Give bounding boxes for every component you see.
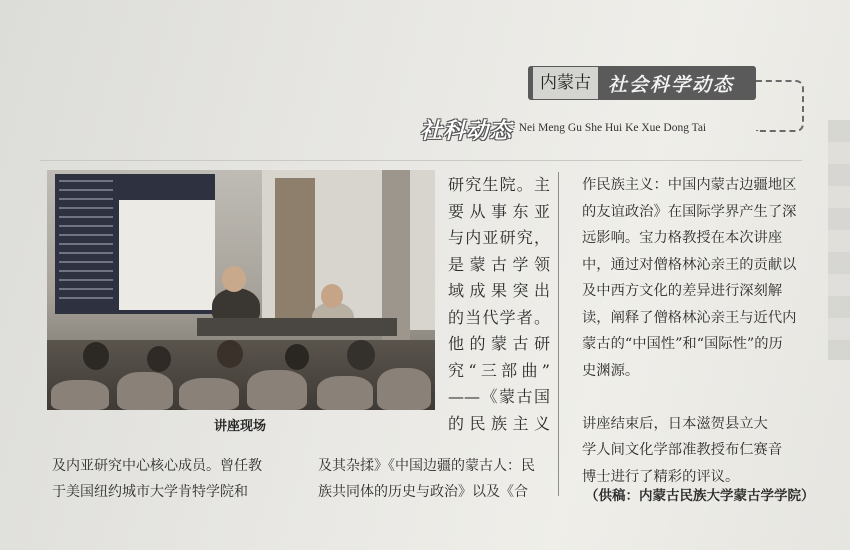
text-line: 讲座结束后，日本滋贺县立大 bbox=[582, 415, 768, 432]
lecture-photo bbox=[47, 170, 435, 410]
text-line: 研究生院。主 bbox=[448, 175, 550, 194]
banner-bracket-decoration bbox=[756, 80, 804, 132]
text-line: 的友谊政治》在国际学界产生了深 bbox=[582, 203, 797, 220]
text-line: 史渊源。 bbox=[582, 362, 640, 379]
text-line: 学人间文化学部准教授布仁赛音 bbox=[582, 442, 783, 458]
audience-head bbox=[347, 340, 375, 370]
text-line: 中，通过对僧格林沁亲王的贡献以 bbox=[582, 256, 797, 273]
text-line: 于美国纽约城市大学肯特学院和 bbox=[52, 484, 248, 500]
text-line: 作民族主义：中国内蒙古边疆地区 bbox=[582, 177, 797, 193]
text-line: 及中西方文化的差异进行深刻解 bbox=[582, 283, 783, 299]
article-credit: （供稿：内蒙古民族大学蒙古学学院） bbox=[585, 488, 815, 504]
text-line: 与内亚研究， bbox=[448, 228, 550, 247]
text-line: 远影响。宝力格教授在本次讲座 bbox=[582, 230, 783, 246]
screen-text-lines bbox=[59, 180, 113, 300]
text-line: 及内亚研究中心核心成员。曾任教 bbox=[52, 458, 262, 474]
audience-head bbox=[147, 346, 171, 372]
text-line: 的民族主义 bbox=[448, 413, 550, 433]
text-line: 的当代学者。 bbox=[448, 307, 550, 327]
article-column-bottom-left bbox=[52, 453, 302, 505]
column-title: 社科动态 bbox=[420, 119, 513, 144]
speaker-head bbox=[222, 266, 246, 292]
text-line: 博士进行了精彩的评议。 bbox=[582, 468, 740, 485]
lecture-table bbox=[197, 318, 397, 336]
article-column-bottom-middle bbox=[318, 453, 550, 505]
text-line: 他的蒙古研 bbox=[448, 334, 550, 353]
screen-slide bbox=[119, 200, 215, 310]
page-edge-shadow bbox=[828, 120, 850, 360]
audience-head bbox=[217, 340, 243, 368]
banner-prefix: 内蒙古 bbox=[533, 67, 598, 99]
photo-caption: 讲座现场 bbox=[214, 419, 267, 434]
article-column-narrow bbox=[448, 172, 550, 437]
audience-head bbox=[83, 342, 109, 370]
banner-title: 社会科学动态 bbox=[608, 73, 735, 96]
column-title-latin: · Nei Meng Gu She Hui Ke Xue Dong Tai bbox=[512, 122, 707, 134]
audience-seat bbox=[247, 370, 307, 410]
text-line: 读，阐释了僧格林沁亲王与近代内 bbox=[582, 309, 797, 326]
audience-head bbox=[285, 344, 309, 370]
text-line: 要从事东亚 bbox=[448, 201, 550, 221]
photo-door bbox=[275, 178, 315, 318]
audience-area bbox=[47, 340, 435, 410]
text-line: 究“三部曲” bbox=[448, 360, 550, 380]
audience-seat bbox=[377, 368, 431, 410]
article-column-right bbox=[582, 172, 814, 490]
audience-seat bbox=[51, 380, 109, 410]
audience-seat bbox=[117, 372, 173, 410]
audience-seat bbox=[179, 378, 239, 410]
audience-seat bbox=[317, 376, 373, 410]
text-line: ——《蒙古国 bbox=[448, 387, 550, 406]
text-line: 蒙古的“中国性”和“国际性”的历 bbox=[582, 336, 783, 352]
text-line: 是蒙古学领 bbox=[448, 254, 550, 274]
projection-screen bbox=[55, 174, 215, 314]
text-line: 族共同体的历史与政治》以及《合 bbox=[318, 484, 528, 500]
text-line: 域成果突出 bbox=[448, 281, 550, 300]
text-line: 及其杂揉》《中国边疆的蒙古人：民 bbox=[318, 458, 535, 474]
column-divider bbox=[558, 172, 559, 496]
header-rule bbox=[40, 160, 802, 161]
text-line bbox=[582, 384, 814, 411]
moderator-head bbox=[321, 284, 343, 308]
section-banner bbox=[528, 66, 756, 100]
